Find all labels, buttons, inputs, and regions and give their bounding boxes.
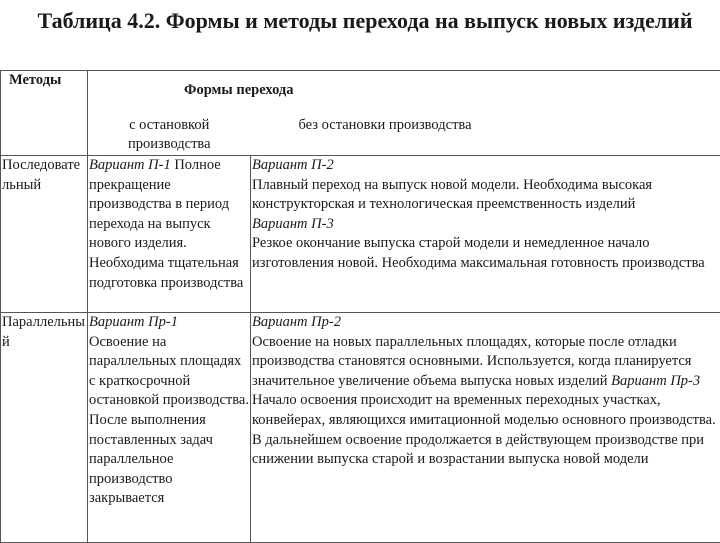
without-stop-cell xyxy=(251,156,720,313)
method-cell: Последовательный xyxy=(1,156,88,313)
variant-text: Резкое окончание выпуска старой модели и немедленное начало изготовления новой. Необходима максимальная готовность производства xyxy=(252,234,720,273)
header-row-2 xyxy=(1,116,720,156)
with-stop-header: с остановкой производства xyxy=(88,116,251,156)
variant-text: Плавный переход на выпуск новой модели. Необходима высокая конструкторская и технологическая преемственность изделий xyxy=(252,176,720,215)
variant-text: Освоение на новых параллельных площадях, которые после отладки производства становятся основными. Используется, когда планируется значительное увеличение объема выпуска новых изделий xyxy=(252,334,691,389)
variant-label: Вариант П-2 xyxy=(252,156,720,176)
variant-text: Полное прекращение производства в период перехода на выпуск нового изделия. Необходима тщательная подготовка производства xyxy=(89,157,243,291)
page-title: Таблица 4.2. Формы и методы перехода на выпуск новых изделий xyxy=(20,10,710,32)
variant-label: Вариант П-1 xyxy=(89,157,171,173)
variant-label: Вариант Пр-3 xyxy=(611,373,700,389)
table-row xyxy=(1,313,720,543)
variant-text-block xyxy=(252,333,720,470)
variant-label: Вариант Пр-2 xyxy=(252,313,720,333)
method-cell: Параллельный xyxy=(1,313,88,543)
without-stop-header: без остановки производства xyxy=(251,116,720,156)
header-row-1 xyxy=(1,71,720,116)
variant-label: Вариант П-3 xyxy=(252,215,720,235)
methods-header: Методы xyxy=(1,71,88,156)
variant-text: Освоение на параллельных площадях с краткосрочной остановкой производства. После выполнения поставленных задач параллельное производство закрывается xyxy=(89,333,250,509)
methods-table xyxy=(0,70,720,543)
variant-label: Вариант Пр-1 xyxy=(89,313,250,333)
table-row xyxy=(1,156,720,313)
without-stop-cell xyxy=(251,313,720,543)
variant-text: Начало освоения происходит на временных переходных участках, конвейерах, являющихся имитационной моделью основного производства. В дальнейшем освоение продолжается в действующем производстве при снижении выпуска старой и возрастании выпуска новой модели xyxy=(252,392,716,467)
with-stop-cell xyxy=(88,313,251,543)
forms-header: Формы перехода xyxy=(88,71,720,116)
with-stop-cell xyxy=(88,156,251,313)
